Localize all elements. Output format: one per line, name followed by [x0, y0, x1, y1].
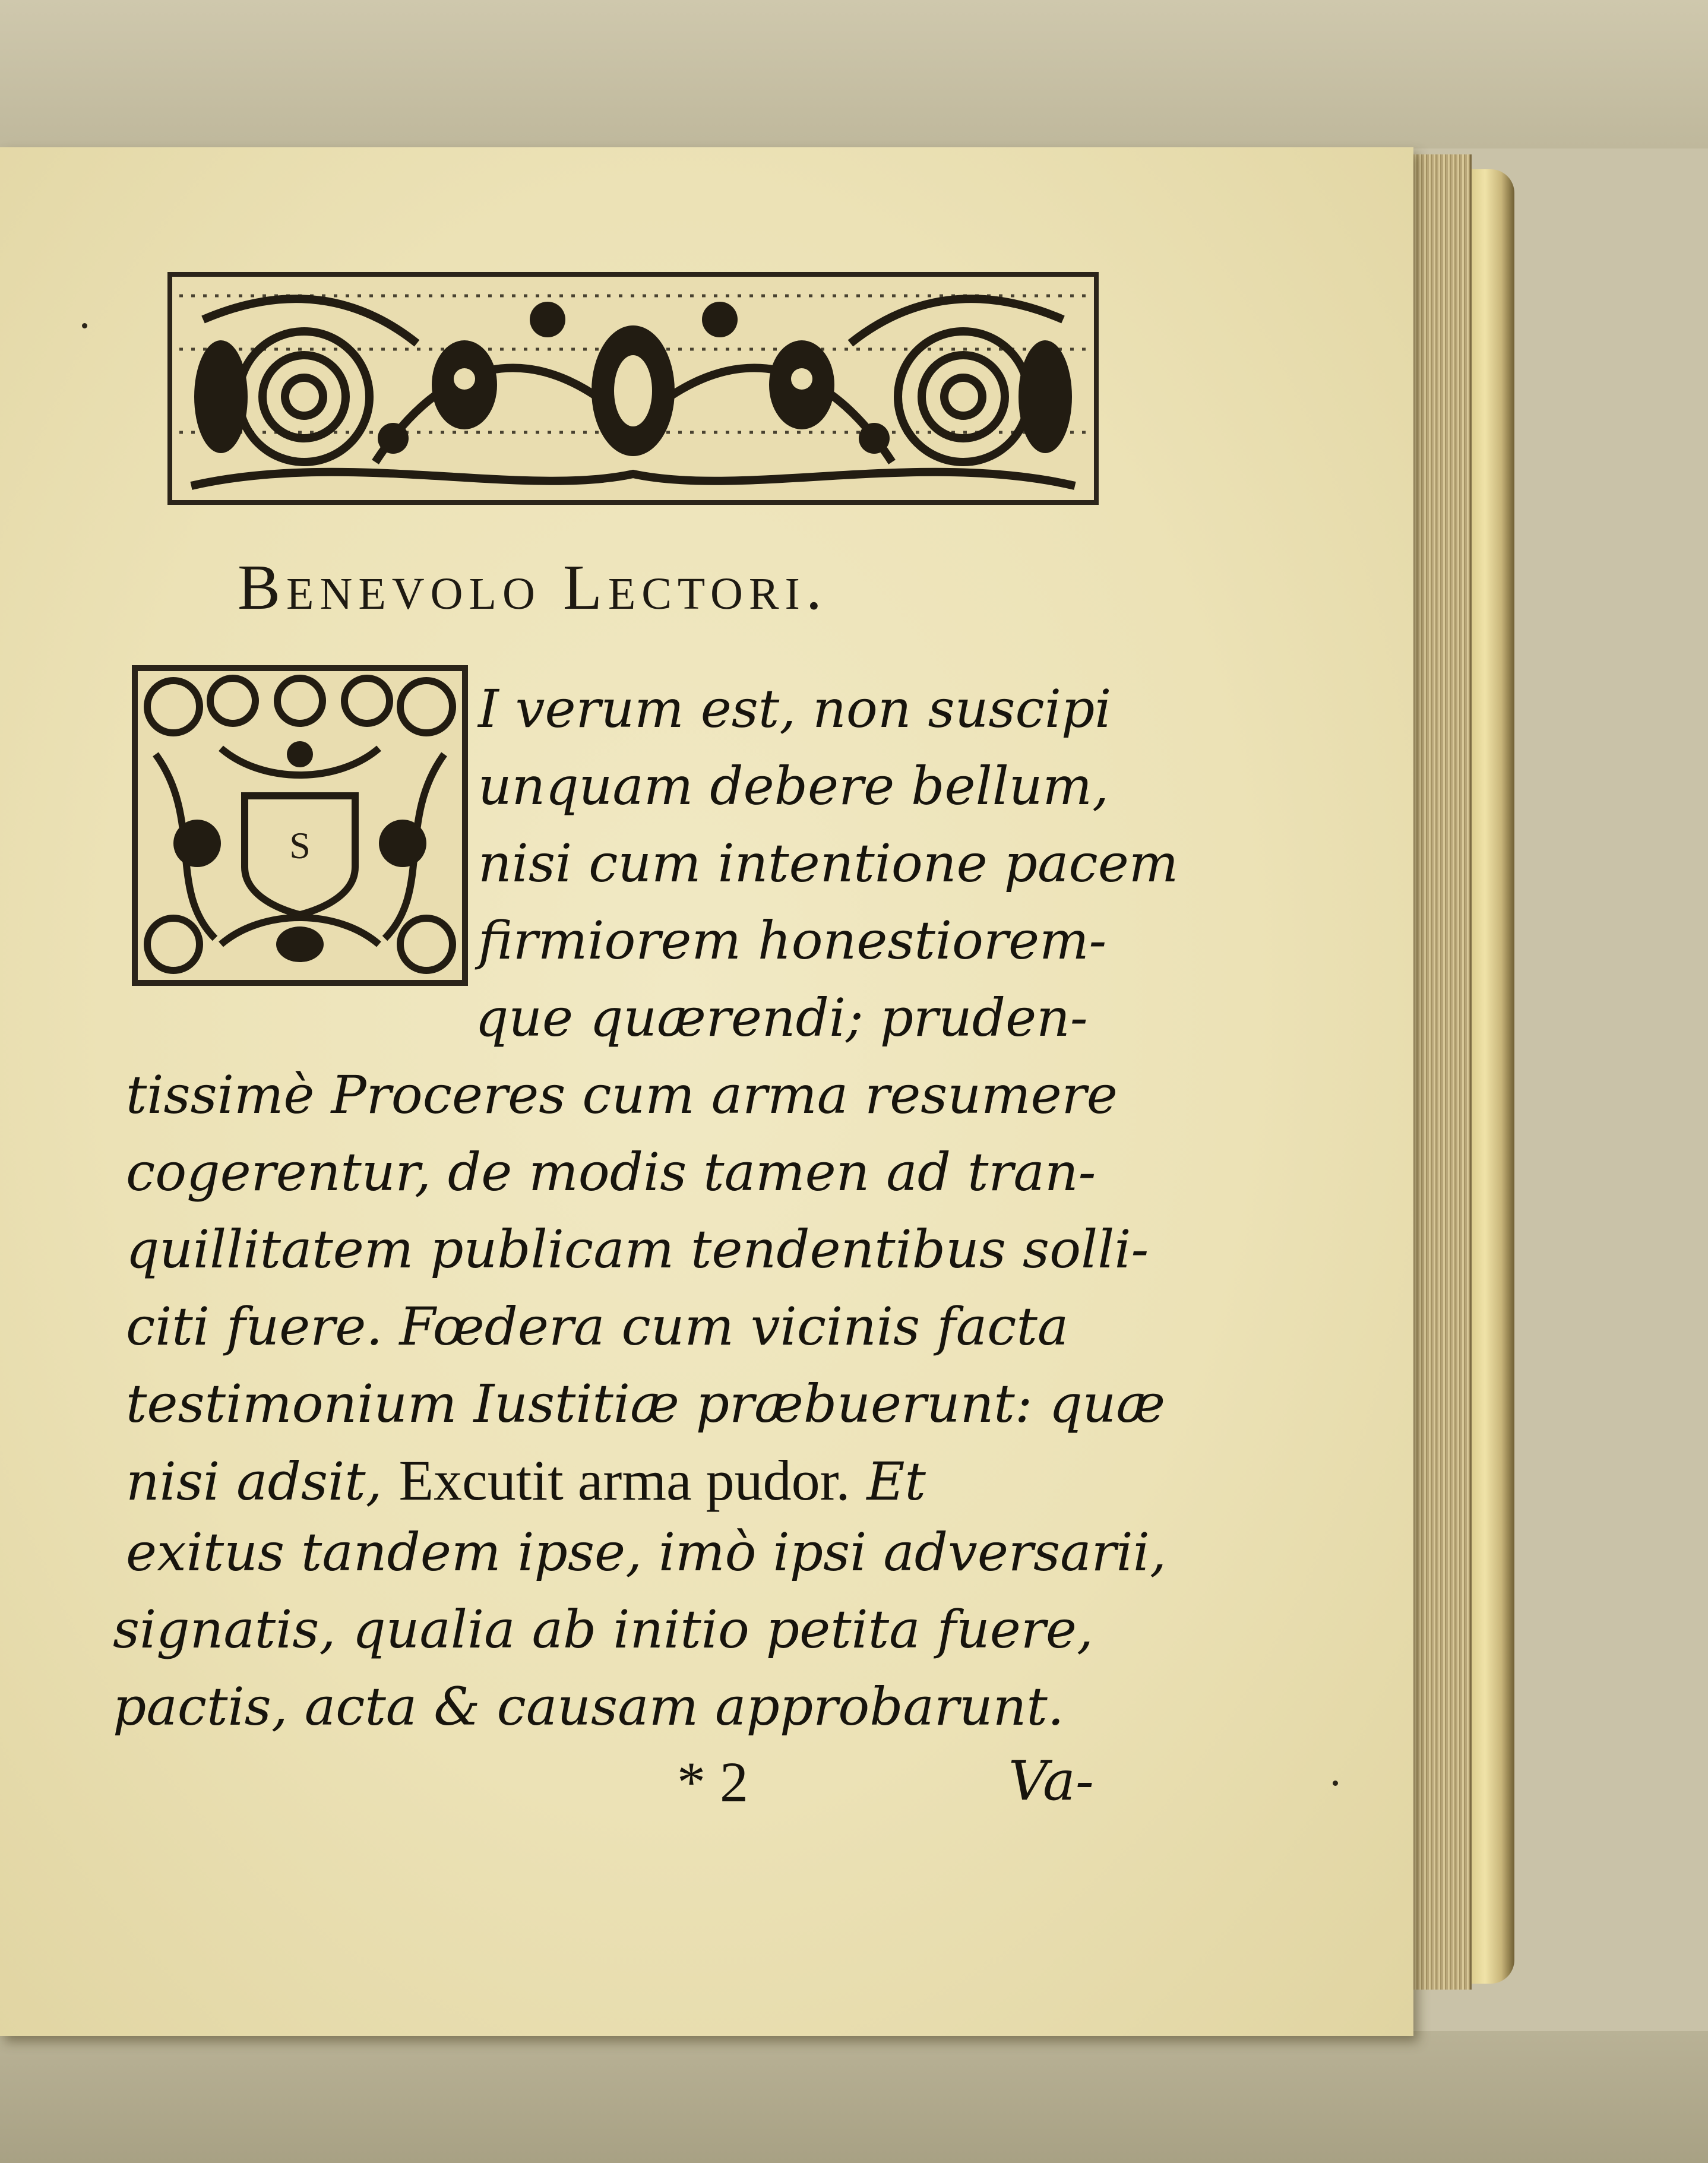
- text-line: citi fuere. Fœdera cum vicinis facta: [126, 1296, 1069, 1357]
- text-fragment: Et: [866, 1451, 926, 1512]
- signature-mark: * 2: [677, 1750, 748, 1814]
- text-line: unquam debere bellum,: [478, 755, 1109, 817]
- text-line: que quærendi; pruden-: [475, 987, 1088, 1048]
- backdrop-bottom: [0, 2031, 1708, 2163]
- woodcut-headpiece-ornament: [167, 272, 1099, 505]
- text-line: nisi cum intentione pacem: [478, 833, 1179, 894]
- decorated-initial-letter: [132, 665, 468, 986]
- ink-spot: [82, 323, 87, 328]
- text-line: tissimè Proceres cum arma resumere: [126, 1064, 1118, 1125]
- text-line: quillitatem publicam tendentibus solli-: [126, 1219, 1149, 1280]
- text-fragment: nisi adsit,: [126, 1451, 382, 1512]
- text-line: signatis, qualia ab initio petita fuere,: [113, 1599, 1093, 1660]
- page-heading: Benevolo Lectori.: [238, 552, 828, 623]
- text-line: exitus tandem ipse, imò ipsi adversarii,: [126, 1522, 1166, 1583]
- catchword: Va-: [1008, 1749, 1094, 1813]
- ink-spot: [1333, 1781, 1338, 1786]
- quotation-roman: Excutit arma pudor.: [398, 1449, 850, 1512]
- initial-letter-text: S: [289, 824, 311, 867]
- text-line: firmiorem honestiorem-: [478, 910, 1107, 971]
- text-line: testimonium Iustitiæ præbuerunt: quæ: [126, 1373, 1166, 1434]
- text-line-mixed: [126, 1449, 926, 1512]
- text-line: pactis, acta & causam approbarunt.: [113, 1676, 1064, 1737]
- text-line: cogerentur, de modis tamen ad tran-: [126, 1141, 1096, 1203]
- text-line: I verum est, non suscipi: [478, 678, 1112, 739]
- backdrop-top: [0, 0, 1708, 148]
